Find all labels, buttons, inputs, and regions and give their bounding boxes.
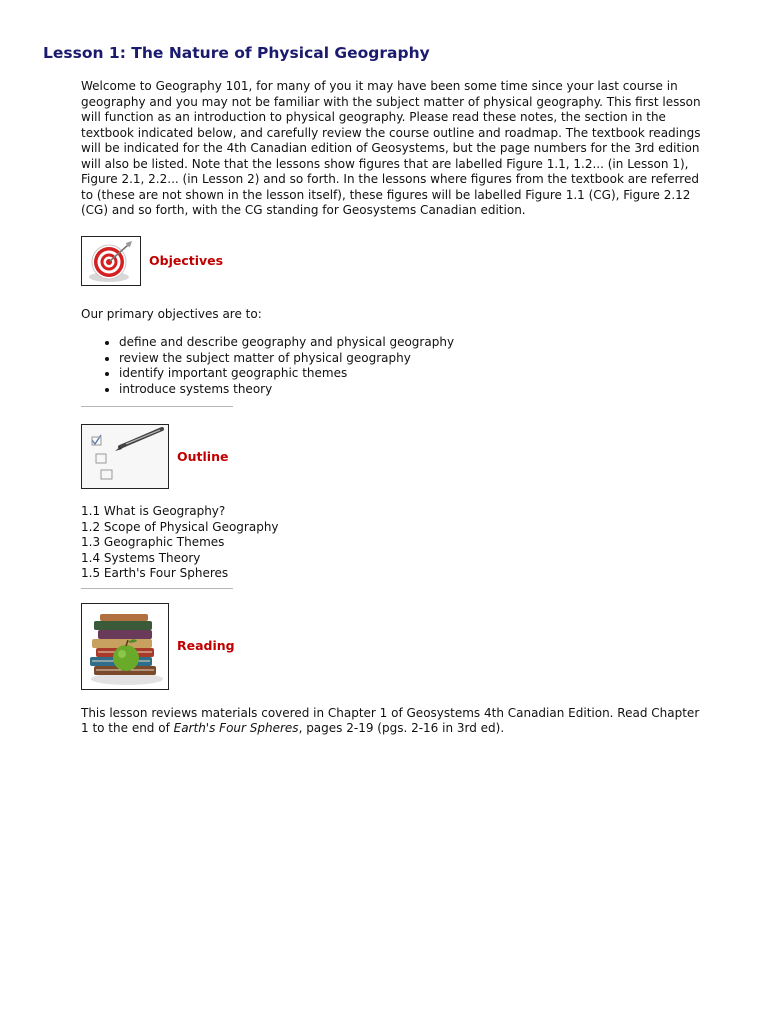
reading-paragraph [81,706,701,737]
list-item: • introduce systems theory [119,382,701,398]
checklist-pen-icon [81,424,169,489]
outline-list [81,504,701,582]
objectives-label: Objectives [149,252,224,268]
target-icon [81,236,141,286]
objectives-lead: Our primary objectives are to: [81,306,262,321]
intro-paragraph: Welcome to Geography 101, for many of you it may have been some time since your last course in geography and you may not be familiar with the subject matter of physical geography. This first lesson will function as an introduction to physical geography. Please read these notes, the section in the textbook indicated below, and carefully review the course outline and roadmap. The textbook readings will be indicated for the 4th Canadian edition of Geosystems, but the page numbers for the 3rd edition will also be listed. Note that the lessons show figures that are labelled Figure 1.1, 1.2... (in Lesson 1), Figure 2.1, 2.2... (in Lesson 2) and so forth. In the lessons where figures from the textbook are referred to (these are not shown in the lesson itself), these figures will be labelled Figure 1.1 (CG), Figure 2.12 (CG) and so forth, with the CG standing for Geosystems Canadian edition. [81,79,701,217]
list-item: • define and describe geography and physical geography [119,335,701,351]
reading-section-title: Earth's Four Spheres [173,721,299,735]
list-item: 1.2 Scope of Physical Geography [81,519,279,534]
list-item: • identify important geographic themes [119,366,701,382]
outline-label: Outline [177,448,229,464]
objectives-list [81,335,701,397]
objectives-header [81,236,701,286]
section-divider [81,406,233,407]
list-item: 1.1 What is Geography? [81,504,226,518]
reading-text-start: This lesson reviews materials covered in Chapter 1 of Geosystems 4th Canadian Edition. Read Chapter 1 to the end of [81,705,700,735]
list-item: 1.4 Systems Theory [81,550,201,565]
list-item: • review the subject matter of physical geography [119,351,701,367]
outline-header [81,424,701,489]
reading-label: Reading [177,638,235,654]
section-divider [81,588,233,589]
books-apple-icon [81,603,169,690]
list-item: 1.5 Earth's Four Spheres [81,566,229,580]
list-item: 1.3 Geographic Themes [81,535,225,549]
reading-header [81,603,701,690]
reading-text-end: , pages 2-19 (pgs. 2-16 in 3rd ed). [298,721,505,735]
lesson-content [81,79,701,737]
page-title: Lesson 1: The Nature of Physical Geography [43,44,430,62]
